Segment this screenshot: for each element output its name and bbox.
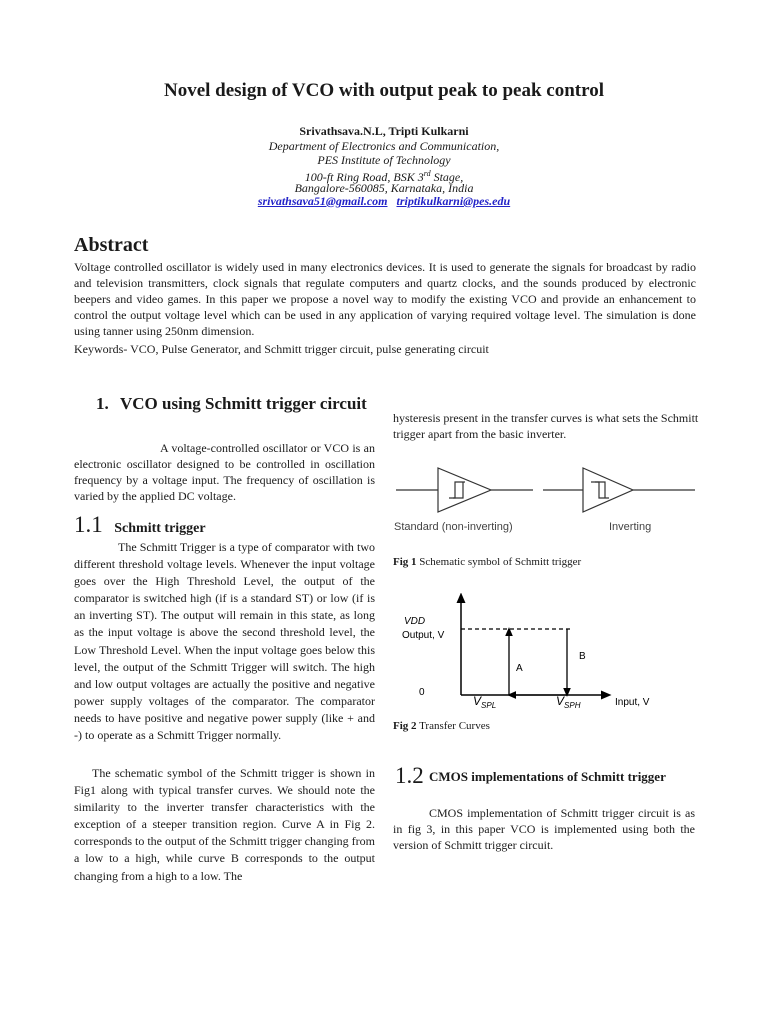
affiliation-line-3: 100-ft Ring Road, BSK 3rd Stage, [304,169,464,184]
standard-schmitt-symbol [396,468,533,512]
fig2-zero: 0 [419,687,425,698]
fig1-schematic [393,462,703,537]
section-1-intro: A voltage-controlled oscillator or VCO is an electronic oscillator designed to be controlled in oscillation frequency by a voltage input. The frequency of oscillation is varied by the applied DC voltage. [74,441,375,503]
fig2-vdd-label: VDD [404,616,426,627]
fig1-label-standard: Standard (non-inverting) [394,521,513,533]
inverting-schmitt-symbol [543,468,695,512]
section-1-1-para-1: The Schmitt Trigger is a type of comparator with two different threshold voltage levels. Whenever the input voltage goes over the High Threshold Level, the output of the comparator is switched high (if is a standard ST) or low (if is an inverting ST). The output will remain in this state, as long as the input voltage is above the second threshold level, the Low Threshold Level. When the input voltage goes below this level, the output of the Schmitt Trigger will switch. The high and low output voltages are actually the positive and negative power supply voltages of the comparator. The comparator needs to have positive and negative power supply (like + and -) to operate as a Schmitt Trigger normally. [74,540,375,743]
paper-title: Novel design of VCO with output peak to peak control [163,80,605,101]
fig2-ylabel: Output, V [402,630,445,641]
fig2-vspl-label: $V_{SPL}$ [473,694,497,710]
section-1-1-para-2: The schematic symbol of the Schmitt trigger is shown in Fig1 along with typical transfer curves. We should note the similarity to the inverter transfer characteristics with the exception of a steeper transition region. Curve A in Fig 2. corresponds to the output of the Schmitt trigger changing from a low to a high, while curve B corresponds to the output changing from a high to a low. The [74,766,375,883]
keywords: Keywords- VCO, Pulse Generator, and Schmitt trigger circuit, pulse generating circuit [74,342,489,356]
authors: Srivathsava.N.L, Tripti Kulkarni [299,124,469,138]
section-1-1-heading: 1.1 Schmitt trigger [74,512,206,537]
fig2-vsph-label: $V_{SPH}$ [556,694,581,710]
hysteresis-continuation: hysteresis present in the transfer curves is what sets the Schmitt trigger apart from the basic inverter. [393,411,699,441]
email-link-2[interactable]: triptikulkarni@pes.edu [396,194,511,208]
author-emails [0,194,768,209]
email-link-1[interactable]: srivathsava51@gmail.com [257,194,388,208]
fig1-caption: Fig 1 Schematic symbol of Schmitt trigger [393,556,582,568]
affiliation-line-4: Bangalore-560085, Karnataka, India [294,181,474,195]
fig2-transfer-curves [393,593,703,713]
fig2-curve-b-label: B [579,651,586,662]
fig2-curve-a-label: A [516,663,523,674]
section-1-2-body: CMOS implementation of Schmitt trigger circuit is as in fig 3, in this paper VCO is implemented using both the version of Schmitt trigger circuit. [393,806,695,852]
fig2-xlabel: Input, V [615,697,650,708]
affiliation-line-1: Department of Electronics and Communication, [268,139,500,153]
abstract-body: Voltage controlled oscillator is widely used in many electronics devices. It is used to generate the signals for broadcast by radio and television transmitters, clock signals that regulate computers and quartz clocks, and the sounds produced by electronic beepers and video games. In this paper we propose a novel way to modify the existing VCO and provide an enhancement to control the output voltage level which can be used in any application of varying required voltage level. The simulation is done using tanner using 250nm dimension. [74,260,696,338]
affiliation-line-2: PES Institute of Technology [317,153,451,167]
fig1-label-inverting: Inverting [609,521,652,533]
fig2-caption: Fig 2 Transfer Curves [393,720,490,732]
abstract-heading: Abstract [74,234,149,256]
